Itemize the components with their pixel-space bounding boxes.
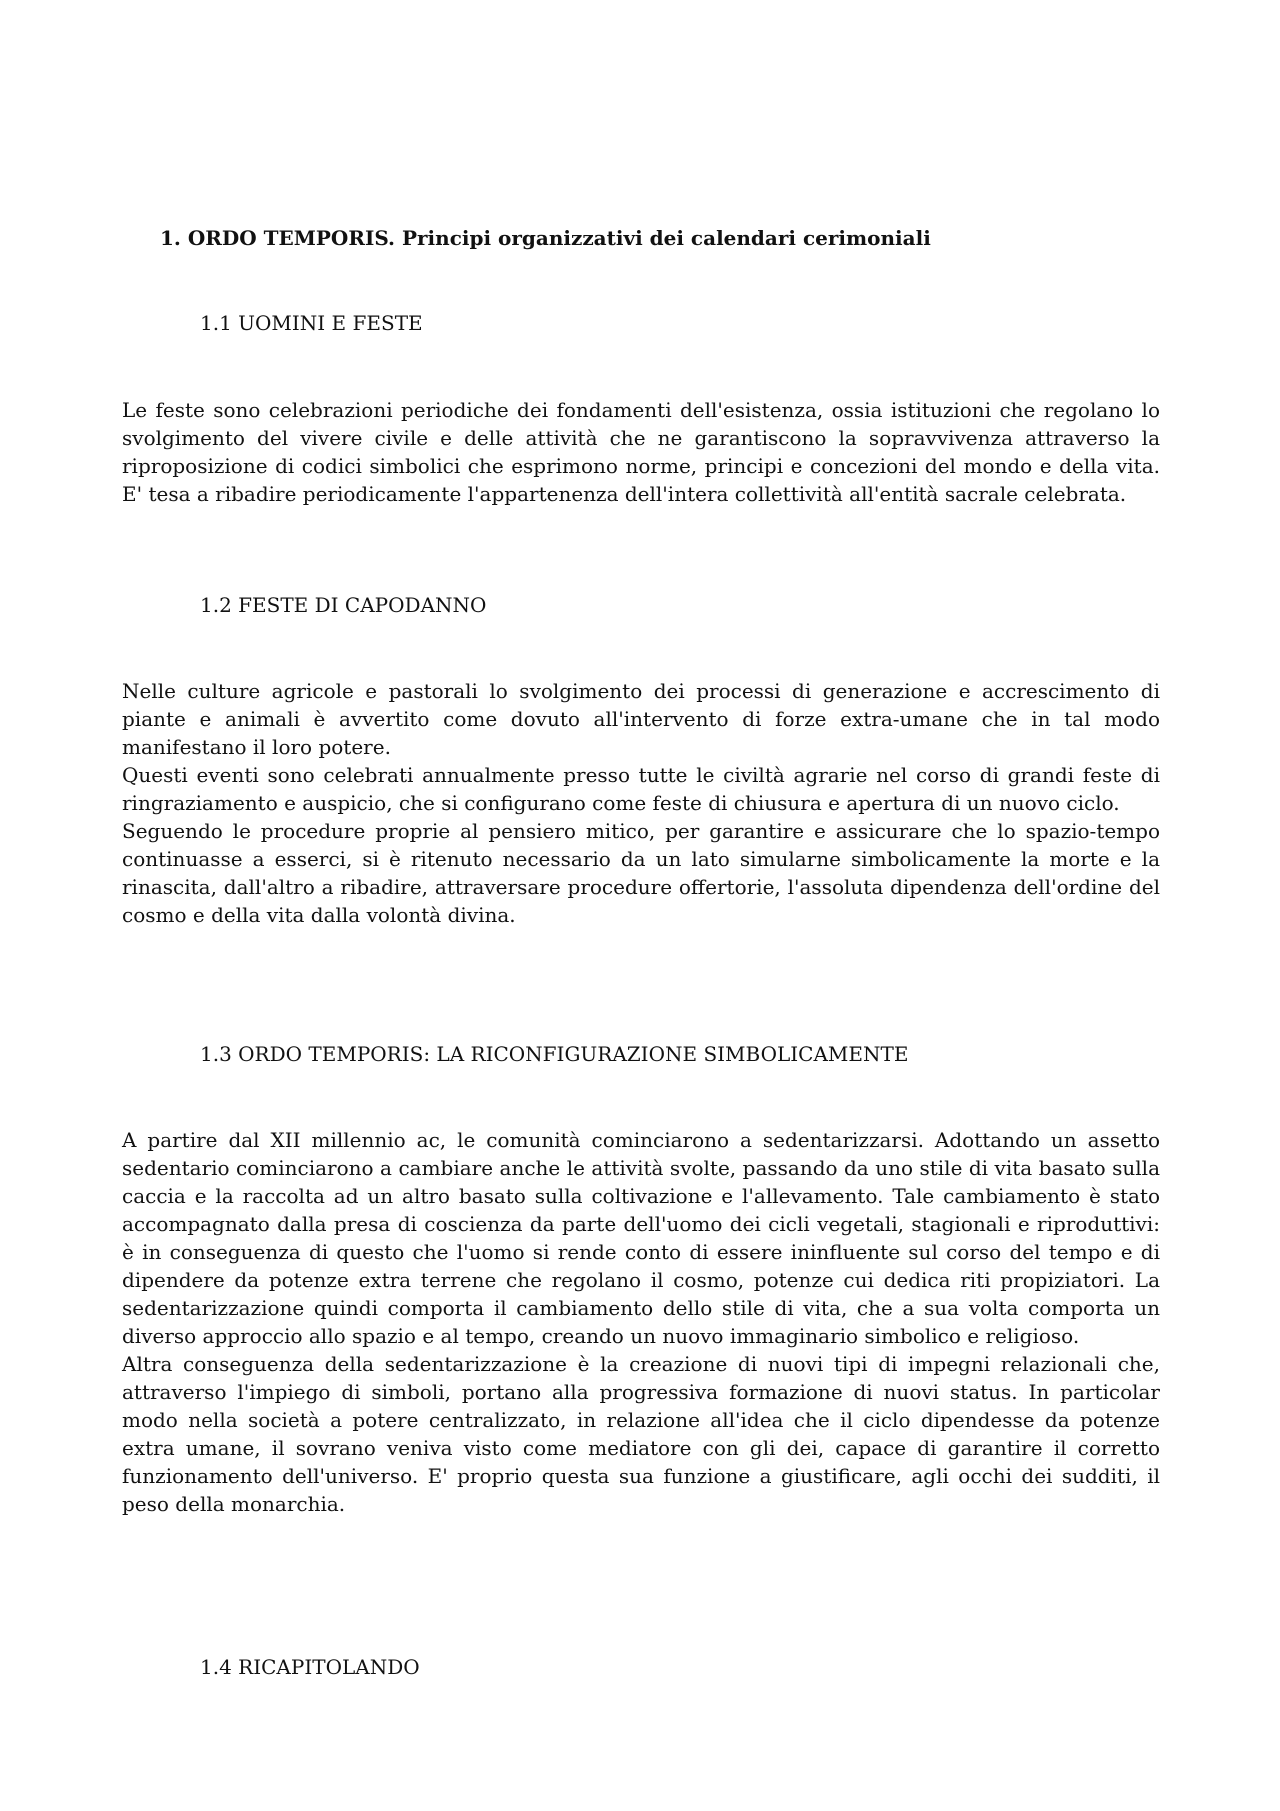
paragraph: Seguendo le procedure proprie al pensiero mitico, per garantire e assicurare che lo spazio-tempo continuasse a esserci, si è ritenuto necessario da un lato simularne simbolicamente la morte e la rinascita, dall'altro a ribadire, attraversare procedure offertorie, l'assoluta dipendenza dell'ordine del cosmo e della vita dalla volontà divina. bbox=[122, 819, 1160, 927]
paragraph: Nelle culture agricole e pastorali lo svolgimento dei processi di generazione e accrescimento di piante e animali è avvertito come dovuto all'intervento di forze extra-umane che in tal modo manifestano il loro potere. bbox=[122, 679, 1160, 759]
section-heading-uomini-e-feste: 1.1 UOMINI E FESTE bbox=[200, 311, 423, 335]
section-body-ordo-temporis bbox=[122, 1126, 1160, 1518]
paragraph: Le feste sono celebrazioni periodiche dei fondamenti dell'esistenza, ossia istituzioni che regolano lo svolgimento del vivere civile e delle attività che ne garantiscono la sopravvivenza attraverso la riproposizione di codici simbolici che esprimono norme, principi e concezioni del mondo e della vita. E' tesa a ribadire periodicamente l'appartenenza dell'intera collettività all'entità sacrale celebrata. bbox=[122, 398, 1160, 506]
paragraph: Questi eventi sono celebrati annualmente presso tutte le civiltà agrarie nel corso di grandi feste di ringraziamento e auspicio, che si configurano come feste di chiusura e apertura di un nuovo ciclo. bbox=[122, 763, 1160, 815]
section-heading-ricapitolando: 1.4 RICAPITOLANDO bbox=[200, 1655, 420, 1679]
section-body-uomini-e-feste bbox=[122, 396, 1160, 508]
chapter-title: 1. ORDO TEMPORIS. Principi organizzativi dei calendari cerimoniali bbox=[160, 226, 931, 250]
section-heading-feste-di-capodanno: 1.2 FESTE DI CAPODANNO bbox=[200, 593, 487, 617]
section-body-feste-di-capodanno bbox=[122, 677, 1160, 929]
document-page bbox=[122, 0, 1160, 1811]
paragraph: Altra conseguenza della sedentarizzazione è la creazione di nuovi tipi di impegni relazionali che, attraverso l'impiego di simboli, portano alla progressiva formazione di nuovi status. In particolar modo nella società a potere centralizzato, in relazione all'idea che il ciclo dipendesse da potenze extra umane, il sovrano veniva visto come mediatore con gli dei, capace di garantire il corretto funzionamento dell'universo. E' proprio questa sua funzione a giustificare, agli occhi dei sudditi, il peso della monarchia. bbox=[122, 1352, 1160, 1516]
paragraph: A partire dal XII millennio ac, le comunità cominciarono a sedentarizzarsi. Adottando un assetto sedentario cominciarono a cambiare anche le attività svolte, passando da uno stile di vita basato sulla caccia e la raccolta ad un altro basato sulla coltivazione e l'allevamento. Tale cambiamento è stato accompagnato dalla presa di coscienza da parte dell'uomo dei cicli vegetali, stagionali e riproduttivi: è in conseguenza di questo che l'uomo si rende conto di essere ininfluente sul corso del tempo e di dipendere da potenze extra terrene che regolano il cosmo, potenze cui dedica riti propiziatori. La sedentarizzazione quindi comporta il cambiamento dello stile di vita, che a sua volta comporta un diverso approccio allo spazio e al tempo, creando un nuovo immaginario simbolico e religioso. bbox=[122, 1128, 1160, 1348]
section-heading-ordo-temporis: 1.3 ORDO TEMPORIS: LA RICONFIGURAZIONE SIMBOLICAMENTE bbox=[200, 1042, 909, 1066]
